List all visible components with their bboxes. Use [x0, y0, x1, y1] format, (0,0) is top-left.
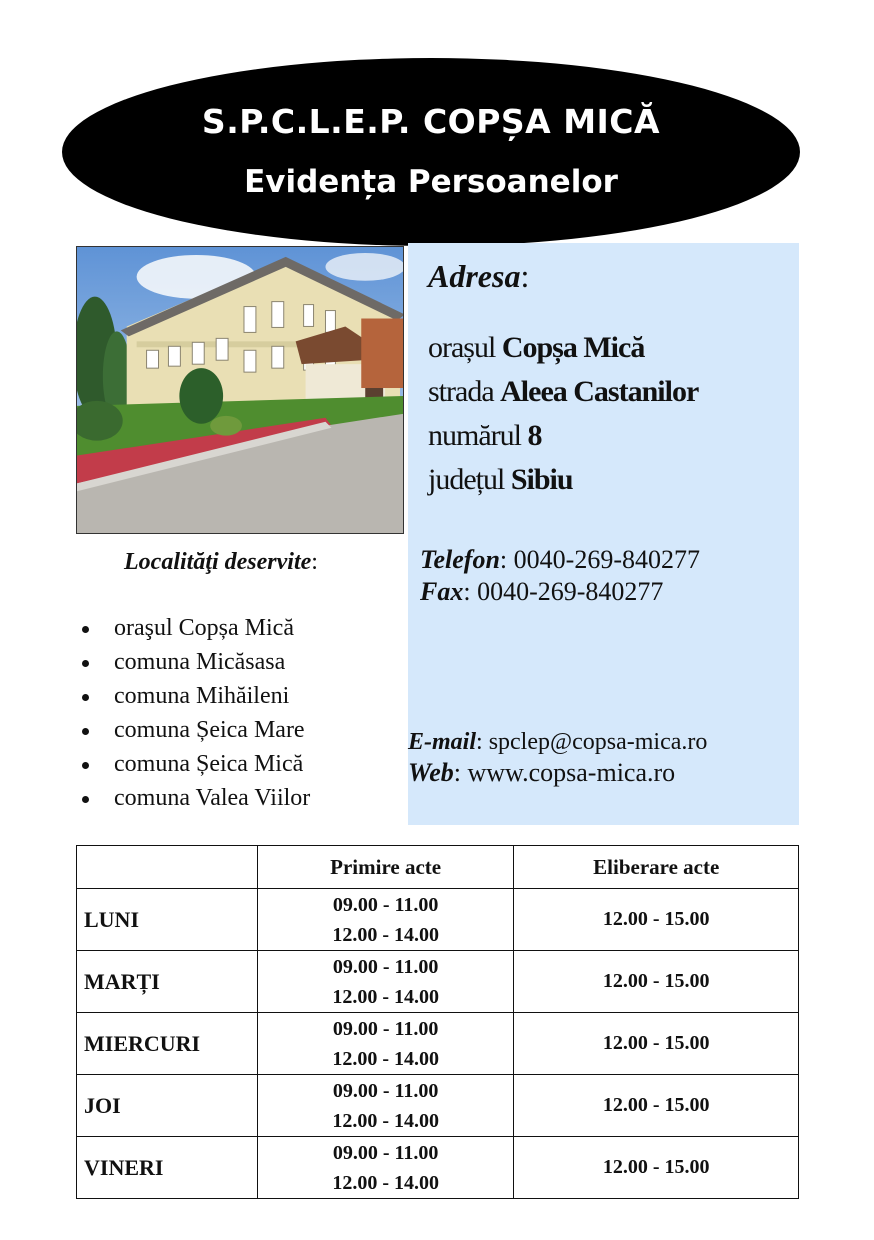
bullet-icon: [82, 796, 89, 803]
office-subtitle: Evidența Persoanelor: [244, 164, 618, 200]
list-item: oraşul Copșa Mică: [78, 611, 310, 645]
address-street: strada Aleea Castanilor: [428, 375, 699, 408]
address-city: orașul Copșa Mică: [428, 331, 645, 364]
day-cell: LUNI: [77, 889, 258, 951]
list-item: comuna Valea Viilor: [78, 781, 310, 815]
day-cell: MIERCURI: [77, 1013, 258, 1075]
header-cell-release: Eliberare acte: [514, 846, 799, 889]
building-photo: [76, 246, 404, 534]
release-cell: 12.00 - 15.00: [514, 1075, 799, 1137]
fax-number: 0040-269-840277: [477, 577, 664, 606]
receive-cell: 09.00 - 11.00 12.00 - 14.00: [257, 889, 514, 951]
address-number: numărul 8: [428, 419, 542, 452]
bullet-icon: [82, 728, 89, 735]
release-cell: 12.00 - 15.00: [514, 951, 799, 1013]
web-line: Web: www.copsa-mica.ro: [408, 758, 676, 787]
day-cell: VINERI: [77, 1137, 258, 1199]
table-row: [77, 1137, 799, 1199]
localities-heading: Localităţi deservite:: [124, 549, 318, 575]
bullet-icon: [82, 694, 89, 701]
address-heading: Adresa:: [428, 258, 530, 294]
list-item: comuna Șeica Mare: [78, 713, 310, 747]
office-title: S.P.C.L.E.P. COPȘA MICĂ: [201, 102, 661, 141]
receive-cell: 09.00 - 11.00 12.00 - 14.00: [257, 951, 514, 1013]
web-address: www.copsa-mica.ro: [467, 758, 676, 787]
header-banner: [62, 58, 800, 246]
email-line: E-mail: spclep@copsa-mica.ro: [408, 729, 708, 755]
table-row: [77, 1075, 799, 1137]
list-item: comuna Mihăileni: [78, 679, 310, 713]
release-cell: 12.00 - 15.00: [514, 889, 799, 951]
bullet-icon: [82, 626, 89, 633]
day-cell: JOI: [77, 1075, 258, 1137]
email-address: spclep@copsa-mica.ro: [488, 729, 708, 755]
table-row: [77, 1013, 799, 1075]
list-item: comuna Șeica Mică: [78, 747, 310, 781]
phone-number: 0040-269-840277: [513, 545, 700, 574]
schedule-table: [76, 845, 799, 1199]
header-cell-empty: [77, 846, 258, 889]
header-cell-receive: Primire acte: [257, 846, 514, 889]
release-cell: 12.00 - 15.00: [514, 1137, 799, 1199]
bullet-icon: [82, 762, 89, 769]
list-item: comuna Micăsasa: [78, 645, 310, 679]
address-county: județul Sibiu: [428, 463, 573, 496]
table-row: [77, 951, 799, 1013]
fax-line: Fax: 0040-269-840277: [420, 577, 664, 606]
receive-cell: 09.00 - 11.00 12.00 - 14.00: [257, 1013, 514, 1075]
day-cell: MARȚI: [77, 951, 258, 1013]
table-header-row: [77, 846, 799, 889]
table-row: [77, 889, 799, 951]
release-cell: 12.00 - 15.00: [514, 1013, 799, 1075]
receive-cell: 09.00 - 11.00 12.00 - 14.00: [257, 1137, 514, 1199]
phone-line: Telefon: 0040-269-840277: [420, 545, 700, 574]
receive-cell: 09.00 - 11.00 12.00 - 14.00: [257, 1075, 514, 1137]
bullet-icon: [82, 660, 89, 667]
localities-list: [78, 611, 310, 815]
